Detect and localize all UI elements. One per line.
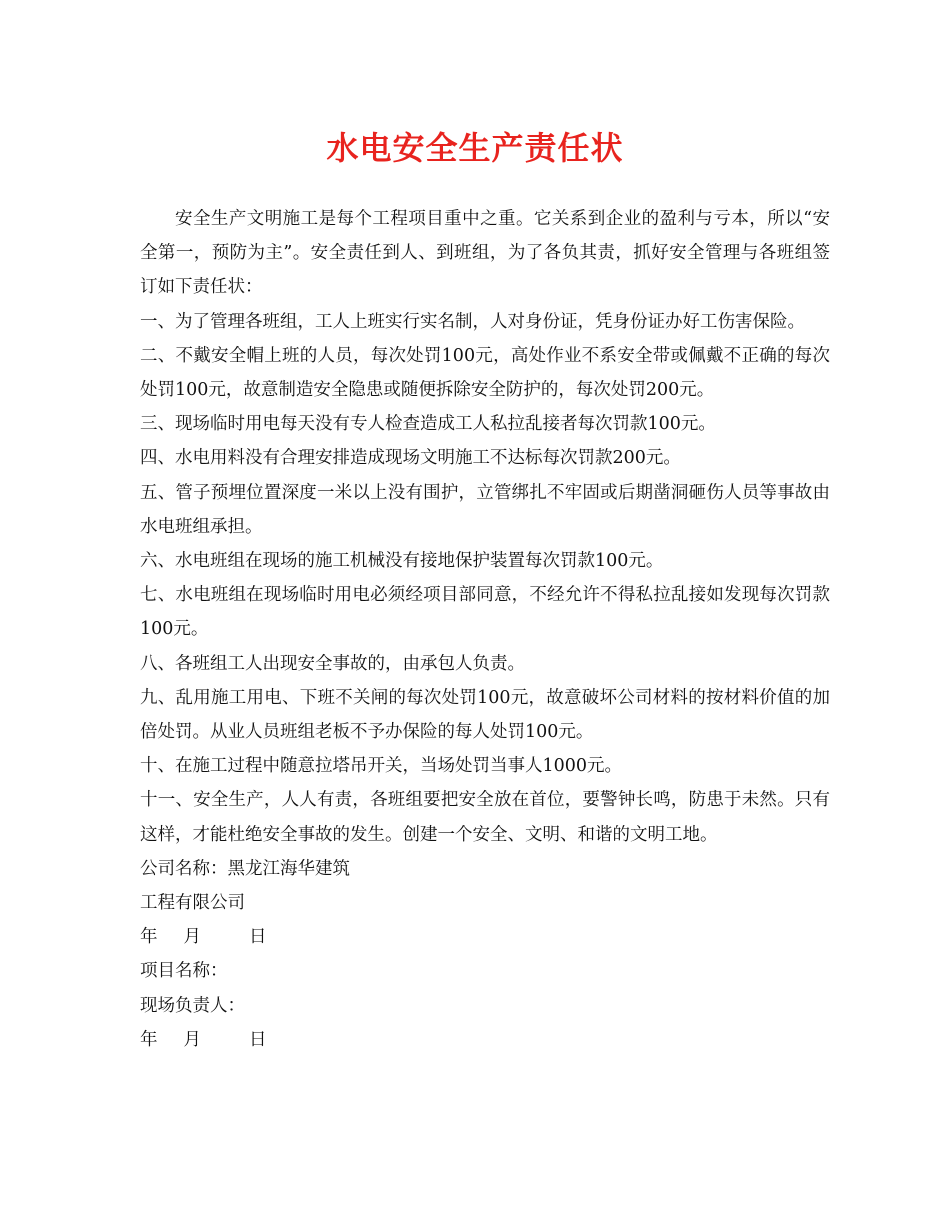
date-day-label: 日 (249, 927, 267, 948)
clause-8: 八、各班组工人出现安全事故的，由承包人负责。 (140, 653, 525, 674)
clause-6: 六、水电班组在现场的施工机械没有接地保护装置每次罚款100元。 (140, 551, 664, 572)
clause-10: 十、在施工过程中随意拉塔吊开关，当场处罚当事人1000元。 (140, 756, 623, 777)
intro-paragraph: 安全生产文明施工是每个工程项目重中之重。它关系到企业的盈利与亏本，所以“安全第一，预防为主”。安全责任到人、到班组，为了各负其责，抓好安全管理与各班组签订如下责任状： (140, 209, 830, 298)
date-month-label: 月 (183, 1029, 201, 1050)
company-name-continued: 工程有限公司 (140, 893, 245, 914)
date-day-label: 日 (249, 1029, 267, 1050)
company-name-line: 公司名称：黑龙江海华建筑 (140, 858, 350, 879)
clause-3: 三、现场临时用电每天没有专人检查造成工人私拉乱接者每次罚款100元。 (140, 414, 716, 435)
date-line-1 (140, 920, 830, 954)
date-line-2 (140, 1023, 830, 1057)
date-year-label: 年 (140, 1029, 158, 1050)
clause-9: 九、乱用施工用电、下班不关闸的每次处罚100元，故意破坏公司材料的按材料价值的加倍处罚。从业人员班组老板不予办保险的每人处罚100元。 (140, 687, 830, 743)
clause-1: 一、为了管理各班组，工人上班实行实名制，人对身份证，凭身份证办好工伤害保险。 (140, 311, 805, 332)
project-name-line: 项目名称： (140, 961, 228, 982)
date-month-label: 月 (183, 927, 201, 948)
clause-5: 五、管子预埋位置深度一米以上没有围护，立管绑扎不牢固或后期凿洞砸伤人员等事故由水电班组承担。 (140, 482, 830, 537)
clause-2: 二、不戴安全帽上班的人员，每次处罚100元，高处作业不系安全带或佩戴不正确的每次处罚100元，故意制造安全隐患或随便拆除安全防护的，每次处罚200元。 (140, 345, 830, 401)
document-body (140, 202, 830, 1057)
site-manager-line: 现场负责人： (140, 995, 245, 1016)
clause-11: 十一、安全生产，人人有责，各班组要把安全放在首位，要警钟长鸣，防患于未然。只有这样，才能杜绝安全事故的发生。创建一个安全、文明、和谐的文明工地。 (140, 790, 830, 845)
clause-7: 七、水电班组在现场临时用电必须经项目部同意，不经允许不得私拉乱接如发现每次罚款100元。 (140, 585, 830, 640)
clause-4: 四、水电用料没有合理安排造成现场文明施工不达标每次罚款200元。 (140, 448, 681, 469)
page-title: 水电安全生产责任状 (326, 129, 624, 167)
date-year-label: 年 (140, 927, 158, 948)
